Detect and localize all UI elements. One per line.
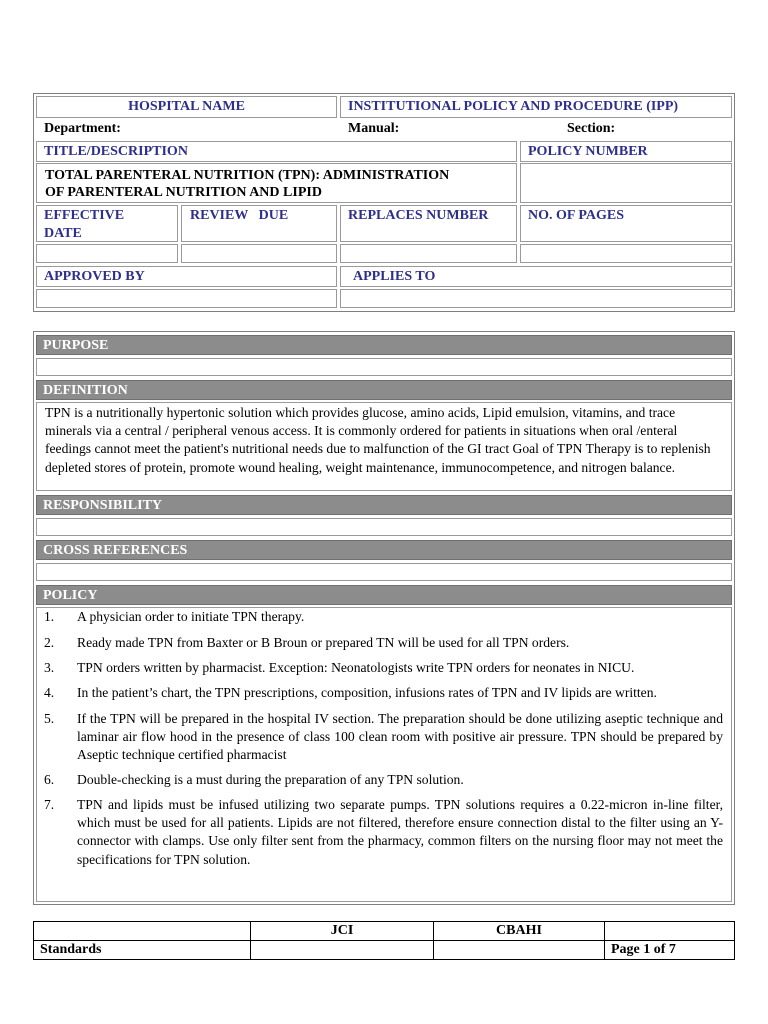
policy-item-number: 5. [44, 711, 55, 726]
title-text-cell [36, 163, 517, 203]
applies-to-cell [340, 266, 732, 287]
policy-header: POLICY [36, 585, 732, 605]
manual-label: Manual: [348, 121, 400, 136]
policy-item-text: TPN and lipids must be infused utilizing two separate pumps. TPN solutions requires a 0.22-micron in-line filter, which must be used for all patients. Lipids are not filtered, therefore ensure connection distal to the filter using an Y-connector with clamps. Use only filter sent from the pharmacy, common filters on the nursing floor may not meet the specifications for TPN solution. [77, 797, 723, 867]
policy-item-number: 3. [44, 660, 55, 675]
title-line-2: OF PARENTERAL NUTRITION AND LIPID [45, 185, 322, 200]
cross-references-content [36, 563, 732, 581]
title-description-cell [36, 141, 517, 162]
applies-to-value [340, 289, 732, 308]
title-line-1: TOTAL PARENTERAL NUTRITION (TPN): ADMINISTRATION [45, 168, 450, 183]
effective-date-label-2: DATE [44, 226, 82, 241]
replaces-number-value [340, 244, 517, 263]
policy-item-number: 6. [44, 772, 55, 787]
review-due-cell [181, 205, 337, 242]
policy-number-label: POLICY NUMBER [528, 144, 648, 159]
policy-item-2 [44, 634, 723, 652]
replaces-number-label: REPLACES NUMBER [348, 208, 489, 223]
cross-references-header: CROSS REFERENCES [36, 540, 732, 560]
purpose-header: PURPOSE [36, 335, 732, 355]
footer-page-number: Page 1 of 7 [605, 941, 735, 960]
policy-number-cell [520, 141, 732, 162]
title-description-label: TITLE/DESCRIPTION [44, 144, 188, 159]
applies-to-label: APPLIES TO [353, 269, 436, 284]
policy-item-4 [44, 684, 723, 702]
footer-cbahi: CBAHI [434, 922, 605, 941]
effective-date-label-1: EFFECTIVE [44, 208, 125, 223]
policy-item-1 [44, 608, 723, 626]
footer-empty-cell [605, 922, 735, 941]
policy-item-3 [44, 659, 723, 677]
policy-item-text: Double-checking is a must during the preparation of any TPN solution. [77, 772, 464, 787]
policy-item-text: TPN orders written by pharmacist. Exception: Neonatologists write TPN orders for neonates in NICU. [77, 660, 635, 675]
approved-by-label: APPROVED BY [44, 269, 145, 284]
definition-content [36, 402, 732, 491]
footer-empty-cell [34, 922, 251, 941]
section-label: Section: [567, 121, 616, 136]
policy-number-value-cell [520, 163, 732, 203]
responsibility-header: RESPONSIBILITY [36, 495, 732, 515]
ipp-title-cell [340, 96, 732, 118]
definition-text: TPN is a nutritionally hypertonic solution which provides glucose, amino acids, Lipid emulsion, vitamins, and trace minerals via a central / peripheral venous access. It is commonly ordered for patients in situations when oral /enteral feedings cannot meet the patient's nutritional needs due to malfunction of the GI tract Goal of TPN Therapy is to replenish depleted stores of protein, promote wound healing, weight maintenance, immunocompetence, and nitrogen balance. [45, 405, 711, 475]
replaces-number-cell [340, 205, 517, 242]
standards-footer-table [33, 921, 735, 960]
approved-by-cell [36, 266, 337, 287]
hospital-name-cell [36, 96, 337, 118]
hospital-name: HOSPITAL NAME [128, 99, 245, 114]
policy-item-number: 1. [44, 609, 55, 624]
review-due-value [181, 244, 337, 263]
policy-item-number: 4. [44, 685, 55, 700]
effective-date-cell [36, 205, 178, 242]
footer-empty-cell [251, 941, 434, 960]
approved-by-value [36, 289, 337, 308]
policy-item-text: A physician order to initiate TPN therapy. [77, 609, 305, 624]
policy-item-5 [44, 710, 723, 765]
ipp-title: INSTITUTIONAL POLICY AND PROCEDURE (IPP) [348, 99, 679, 114]
policy-item-7 [44, 796, 723, 869]
policy-item-number: 2. [44, 635, 55, 650]
footer-standards: Standards [34, 941, 251, 960]
policy-item-text: In the patient’s chart, the TPN prescriptions, composition, infusions rates of TPN and IV lipids are written. [77, 685, 657, 700]
policy-item-number: 7. [44, 797, 55, 812]
no-of-pages-label: NO. OF PAGES [528, 208, 625, 223]
policy-item-text: If the TPN will be prepared in the hospital IV section. The preparation should be done utilizing aseptic technique and laminar air flow hood in the presence of class 100 clean room with positive air pressure. TPN should be prepared by Aseptic technique certified pharmacist [77, 711, 723, 763]
policy-item-text: Ready made TPN from Baxter or B Broun or prepared TN will be used for all TPN orders. [77, 635, 570, 650]
footer-empty-cell [434, 941, 605, 960]
footer-jci: JCI [251, 922, 434, 941]
department-label: Department: [44, 121, 121, 136]
policy-item-6 [44, 771, 723, 789]
effective-date-value [36, 244, 178, 263]
no-of-pages-cell [520, 205, 732, 242]
purpose-content [36, 358, 732, 376]
no-of-pages-value [520, 244, 732, 263]
review-due-label: REVIEW DUE [190, 208, 289, 223]
responsibility-content [36, 518, 732, 536]
definition-header: DEFINITION [36, 380, 732, 400]
